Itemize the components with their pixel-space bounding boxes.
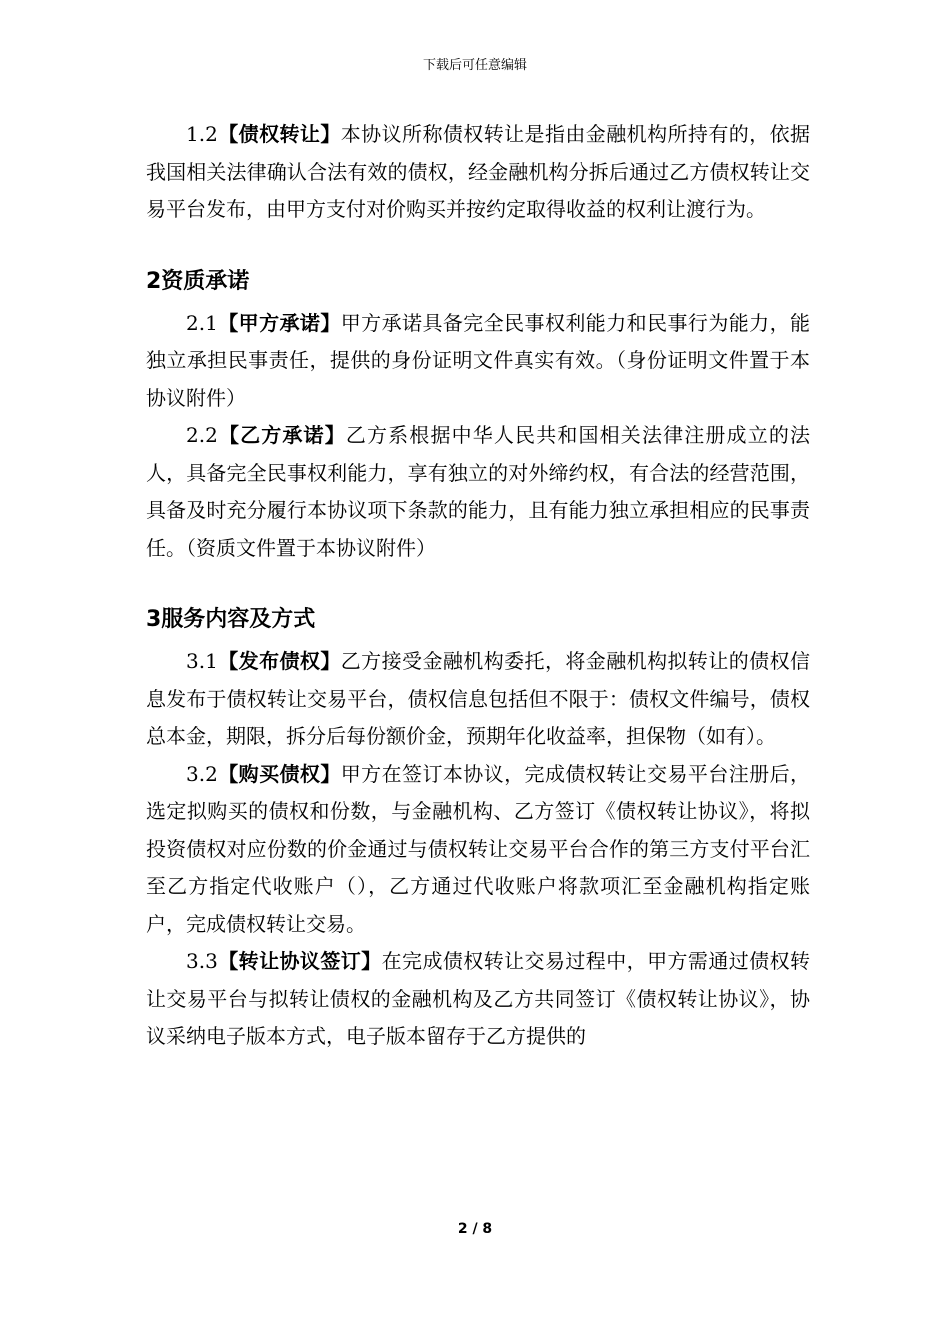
clause-number: 2.2 <box>186 423 218 447</box>
clause-1-2 <box>146 116 810 229</box>
clause-2-2 <box>146 417 810 567</box>
clause-3-2 <box>146 756 810 944</box>
clause-title: 【乙方承诺】 <box>217 423 346 447</box>
clause-body: 甲方承诺具备完全民事权利能力和民事行为能力，能独立承担民事责任，提供的身份证明文件真实有效。（身份证明文件置于本协议附件） <box>146 310 811 410</box>
page-header <box>0 56 950 76</box>
clause-2-1 <box>146 305 810 418</box>
clause-body: 在完成债权转让交易过程中，甲方需通过债权转让交易平台与拟转让债权的金融机构及乙方共同签订《债权转让协议》，协议采纳电子版本方式，电子版本留存于乙方提供的 <box>146 949 811 1048</box>
clause-body: 乙方接受金融机构委托，将金融机构拟转让的债权信息发布于债权转让交易平台，债权信息包括但不限于：债权文件编号，债权总本金，期限，拆分后每份额价金，预期年化收益率，担保物（如有）。 <box>146 649 811 748</box>
clause-number: 3.1 <box>186 649 218 673</box>
clause-3-3 <box>146 943 810 1056</box>
clause-title: 【债权转让】 <box>217 122 341 146</box>
clause-title: 【发布债权】 <box>217 649 341 673</box>
clause-number: 1.2 <box>186 122 218 146</box>
section-heading-3: 3服务内容及方式 <box>146 607 316 632</box>
clause-number: 3.3 <box>186 949 218 973</box>
clause-body: 甲方在签订本协议，完成债权转让交易平台注册后，选定拟购买的债权和份数，与金融机构、乙方签订《债权转让协议》，将拟投资债权对应份数的价金通过与债权转让交易平台合作的第三方支付平台汇至乙方指定代收账户（），乙方通过代收账户将款项汇至金融机构指定账户，完成债权转让交易。 <box>146 761 811 936</box>
clause-body: 本协议所称债权转让是指由金融机构所持有的，依据我国相关法律确认合法有效的债权，经金融机构分拆后通过乙方债权转让交易平台发布，由甲方支付对价购买并按约定取得收益的权利让渡行为。 <box>146 122 811 221</box>
header-text: 下载后可任意编辑 <box>422 58 527 73</box>
clause-title: 【购买债权】 <box>217 761 341 786</box>
clause-body: 乙方系根据中华人民共和国相关法律注册成立的法人，具备完全民事权利能力，享有独立的对外缔约权，有合法的经营范围，具备及时充分履行本协议项下条款的能力，且有能力独立承担相应的民事责任。（资质文件置于本协议附件） <box>146 423 810 560</box>
page-footer <box>0 1219 950 1239</box>
clause-3-1 <box>146 643 810 756</box>
section-heading-2: 2资质承诺 <box>146 268 250 294</box>
document-body <box>146 116 810 1056</box>
page-number: 2 / 8 <box>457 1221 493 1237</box>
clause-number: 2.1 <box>186 310 218 335</box>
clause-title: 【甲方承诺】 <box>217 310 341 335</box>
clause-number: 3.2 <box>186 761 218 786</box>
clause-title: 【转让协议签订】 <box>217 949 382 973</box>
